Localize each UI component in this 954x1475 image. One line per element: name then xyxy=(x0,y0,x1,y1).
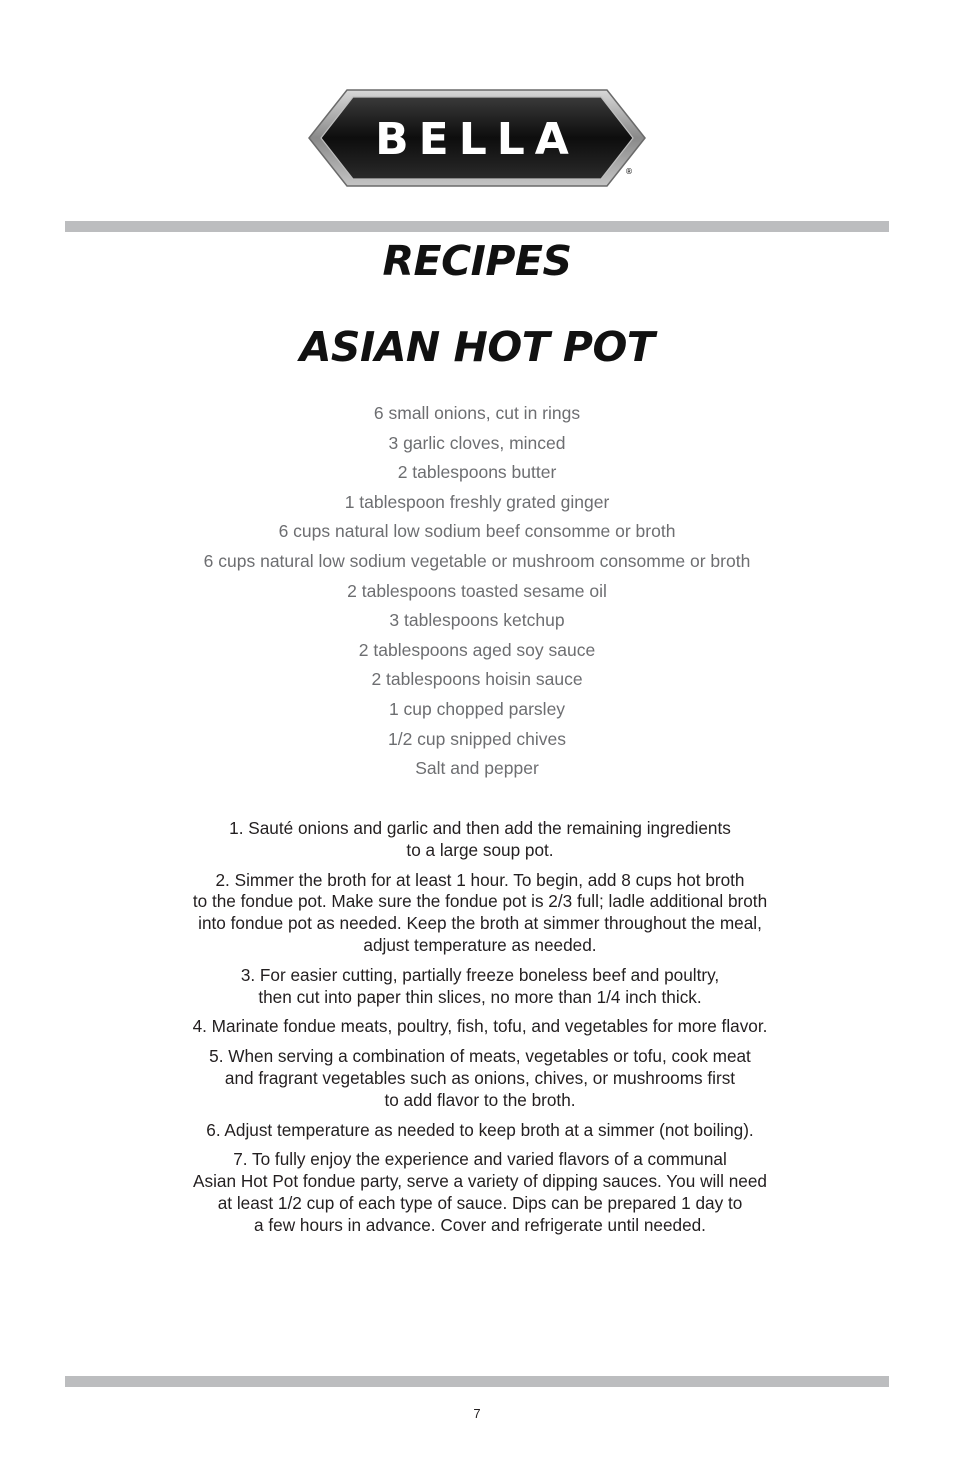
bella-logo xyxy=(307,88,647,188)
instruction-line: adjust temperature as needed. xyxy=(363,934,597,955)
instruction-line: into fondue pot as needed. Keep the broth at simmer throughout the meal, xyxy=(198,913,762,934)
ingredient-item: 2 tablespoons aged soy sauce xyxy=(358,639,596,660)
instruction-line: 5. When serving a combination of meats, vegetables or tofu, cook meat xyxy=(209,1046,751,1067)
bottom-divider xyxy=(65,1376,889,1387)
instruction-line: Asian Hot Pot fondue party, serve a variety of dipping sauces. You will need xyxy=(193,1171,767,1192)
instructions-list xyxy=(120,818,840,1245)
ingredient-item: 3 garlic cloves, minced xyxy=(388,432,566,453)
section-title: RECIPES xyxy=(382,237,572,285)
instruction-line: and fragrant vegetables such as onions, chives, or mushrooms first xyxy=(224,1067,736,1088)
instruction-line: to the fondue pot. Make sure the fondue pot is 2/3 full; ladle additional broth xyxy=(192,891,768,912)
ingredient-item: 3 tablespoons ketchup xyxy=(389,610,565,631)
ingredient-item: 6 cups natural low sodium vegetable or mushroom consomme or broth xyxy=(203,550,751,571)
instruction-step xyxy=(120,1120,840,1142)
instruction-line: a few hours in advance. Cover and refrigerate until needed. xyxy=(254,1214,706,1235)
recipe-title: ASIAN HOT POT xyxy=(299,323,655,371)
instruction-line: to add flavor to the broth. xyxy=(384,1089,576,1110)
logo-wordmark: BELLA xyxy=(375,114,579,165)
ingredient-item: 6 small onions, cut in rings xyxy=(373,403,581,423)
instruction-step xyxy=(120,870,840,957)
bella-logo-badge xyxy=(307,88,647,188)
instruction-line: 3. For easier cutting, partially freeze boneless beef and poultry, xyxy=(240,964,720,985)
ingredient-item: 1/2 cup snipped chives xyxy=(387,728,567,749)
ingredient-item: 2 tablespoons butter xyxy=(397,462,557,483)
ingredient-item: 2 tablespoons hoisin sauce xyxy=(371,669,583,690)
instruction-step xyxy=(120,965,840,1009)
top-divider xyxy=(65,221,889,232)
ingredient-item: 6 cups natural low sodium beef consomme or broth xyxy=(278,521,676,542)
instruction-line: to a large soup pot. xyxy=(406,839,554,860)
instruction-line: 4. Marinate fondue meats, poultry, fish, tofu, and vegetables for more flavor. xyxy=(192,1016,768,1037)
ingredient-item: 2 tablespoons toasted sesame oil xyxy=(347,580,607,601)
instruction-line: 6. Adjust temperature as needed to keep broth at a simmer (not boiling). xyxy=(206,1119,754,1140)
instruction-step xyxy=(120,1046,840,1111)
ingredient-item: 1 tablespoon freshly grated ginger xyxy=(344,491,610,512)
page-number: 7 xyxy=(473,1406,481,1421)
instruction-line: then cut into paper thin slices, no more than 1/4 inch thick. xyxy=(258,986,702,1007)
instruction-line: 7. To fully enjoy the experience and varied flavors of a communal xyxy=(233,1149,727,1170)
ingredient-item: 1 cup chopped parsley xyxy=(388,698,566,719)
registered-mark: ® xyxy=(625,167,633,176)
instruction-step xyxy=(120,1149,840,1236)
instruction-line: 1. Sauté onions and garlic and then add the remaining ingredients xyxy=(229,818,731,838)
ingredient-item: Salt and pepper xyxy=(415,758,539,779)
instruction-line: at least 1/2 cup of each type of sauce. Dips can be prepared 1 day to xyxy=(217,1192,743,1213)
instruction-step xyxy=(120,818,840,862)
instruction-line: 2. Simmer the broth for at least 1 hour. To begin, add 8 cups hot broth xyxy=(215,869,745,890)
ingredients-list xyxy=(0,399,954,784)
instruction-step xyxy=(120,1016,840,1038)
